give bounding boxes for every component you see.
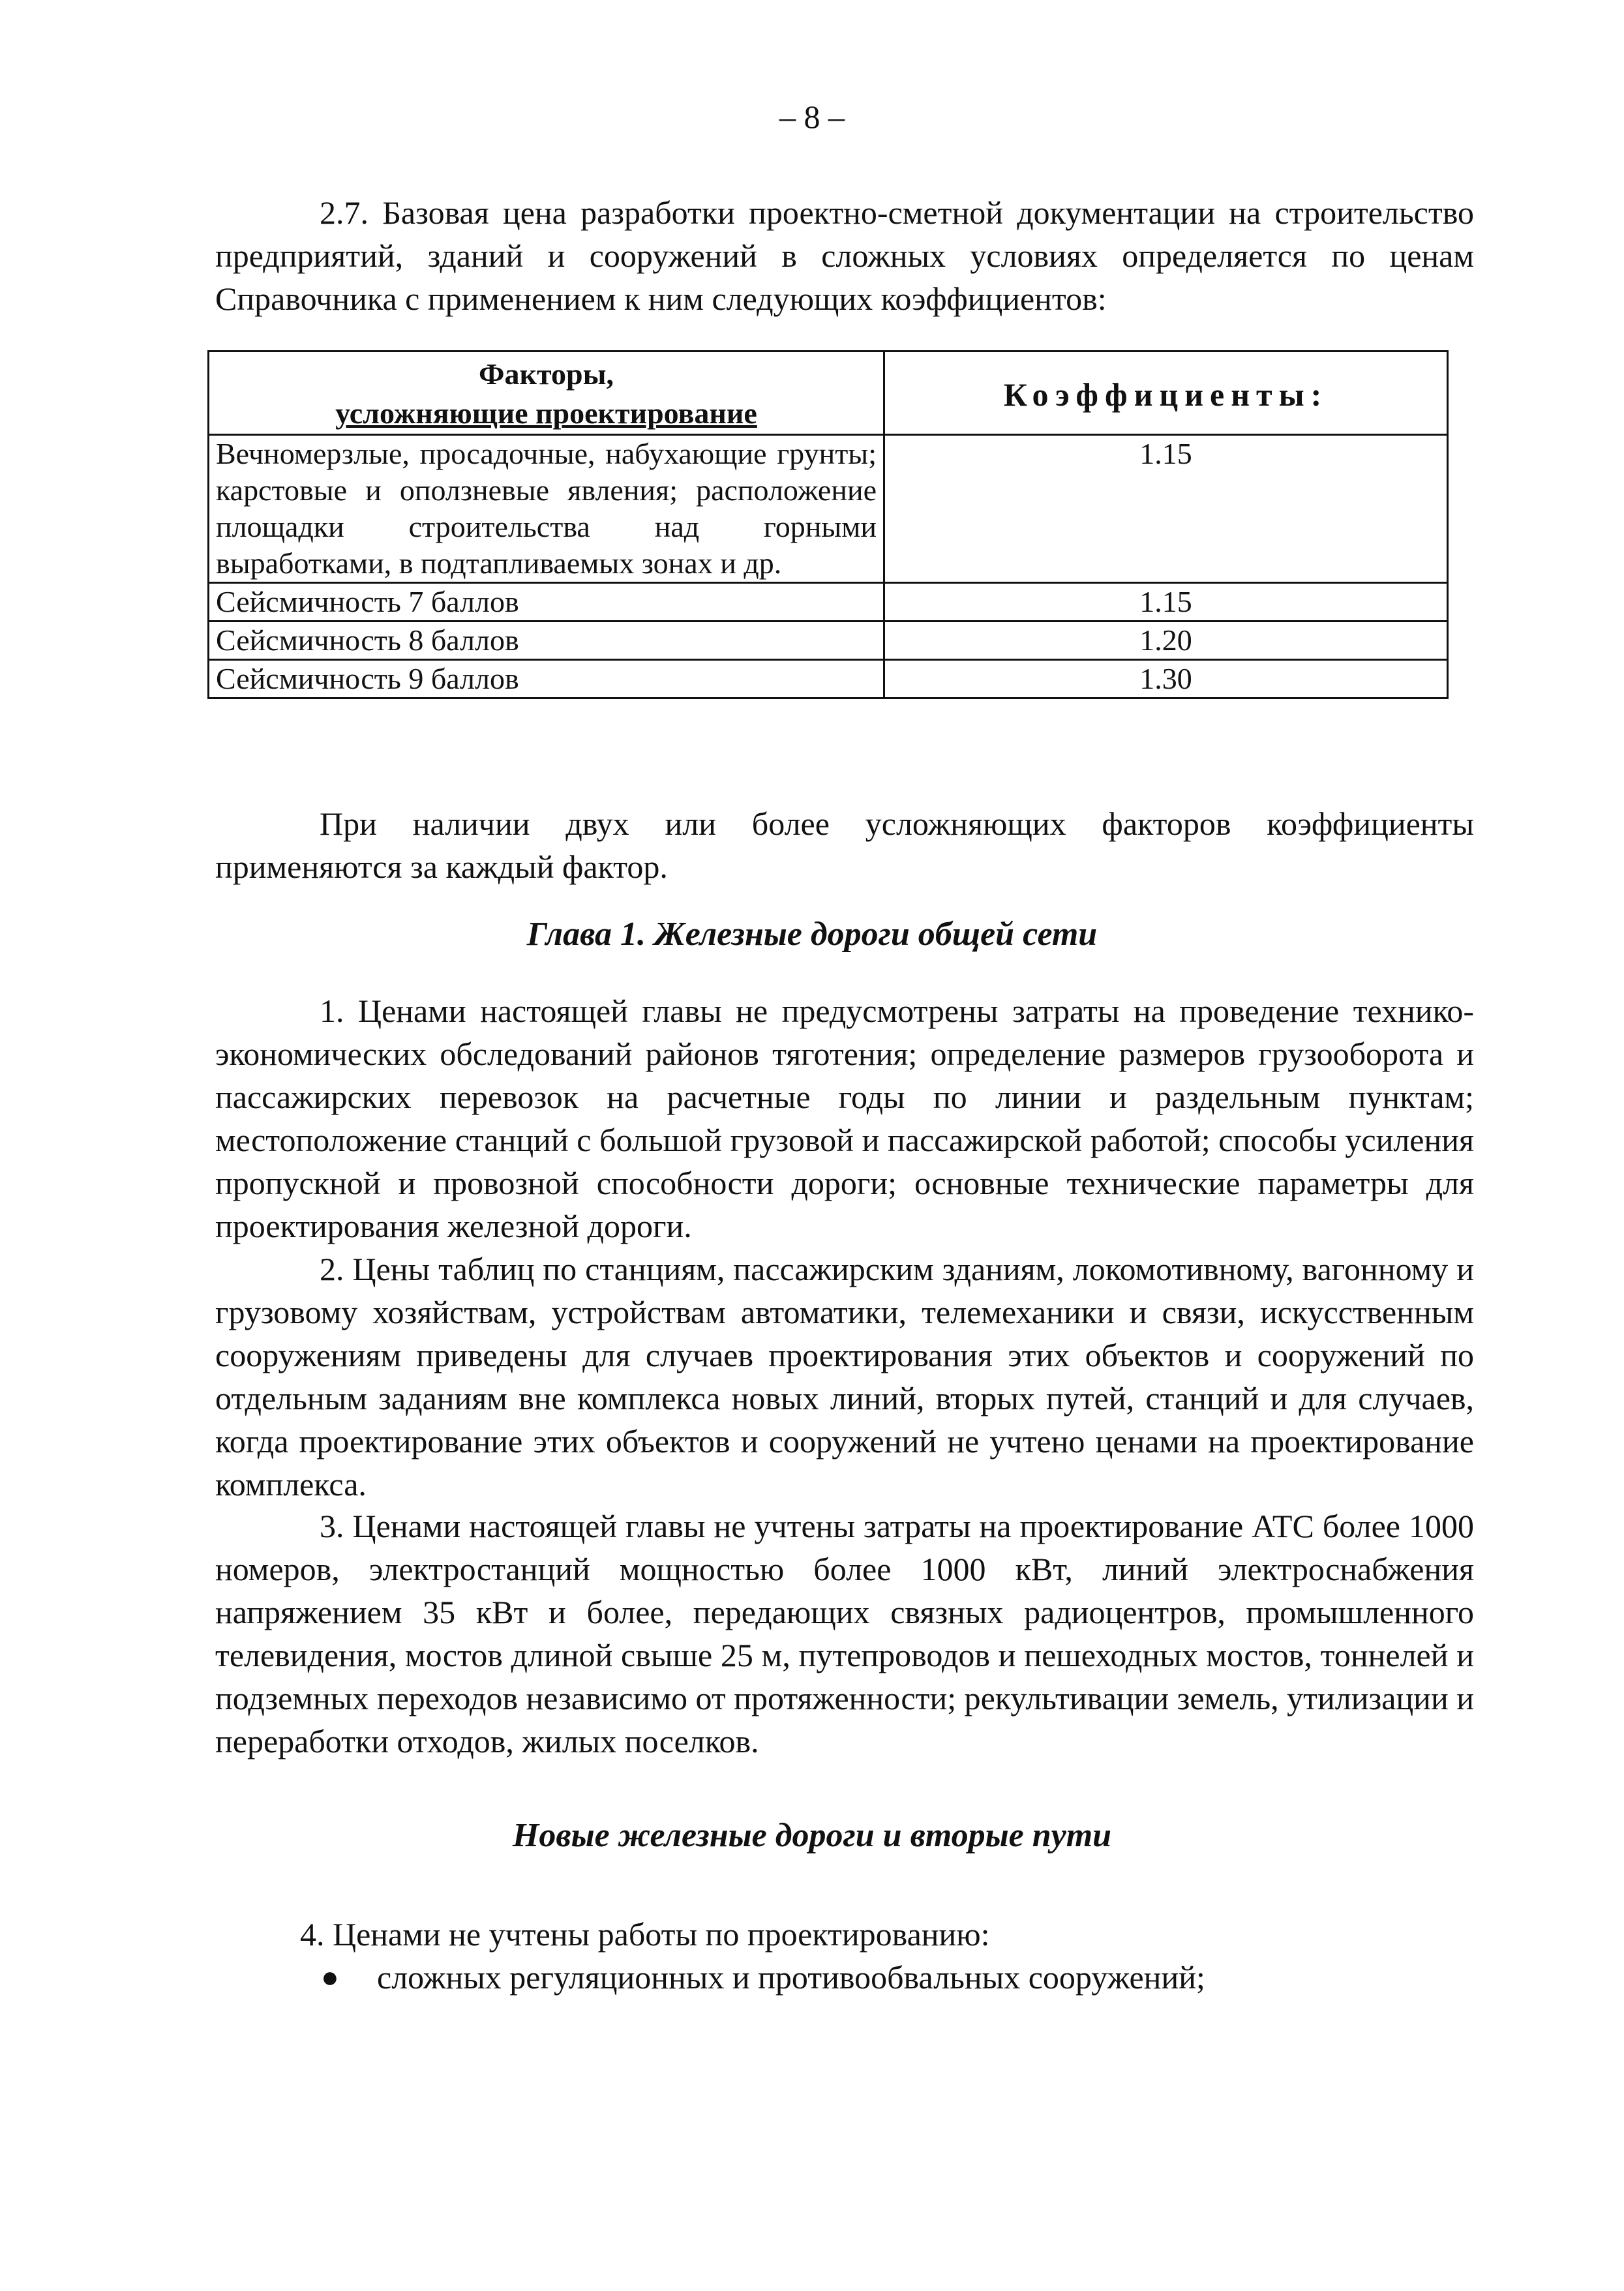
header-factors-line1: Факторы, [479,357,614,391]
note-paragraph: При наличии двух или более усложняющих факторов коэффициенты применяются за каждый фактор. [215,805,1474,885]
coefficient-cell: 1.15 [884,435,1448,583]
coefficient-cell: 1.30 [884,660,1448,698]
page-number: – 8 – [779,98,845,135]
factor-cell: Сейсмичность 7 баллов [209,583,884,621]
table-row [209,660,1448,698]
table-row [209,435,1448,583]
table-row [209,583,1448,621]
factor-cell: Сейсмичность 9 баллов [209,660,884,698]
item-2: 2. Цены таблиц по станциям, пассажирским зданиям, локомотивному, вагонному и грузовому хозяйствам, устройствам автоматики, телемеханики и связи, искусственным сооружениям приведены для случаев проектирования этих объектов и сооружений по отдельным заданиям вне комплекса новых линий, вторых путей, станций и для случаев, когда проектирование этих объектов и сооружений не учтено ценами на проектирование комплекса. [215,1251,1474,1503]
coefficient-cell: 1.15 [884,583,1448,621]
table-row [209,621,1448,660]
factor-cell: Сейсмичность 8 баллов [209,621,884,660]
section-title: Новые железные дороги и вторые пути [512,1817,1112,1854]
table-header-row [209,352,1448,435]
header-factors [209,352,884,435]
header-factors-line2: усложняющие проектирование [335,397,757,430]
intro-paragraph: 2.7. Базовая цена разработки проектно-сметной документации на строительство предприятий, зданий и сооружений в сложных условиях определяется по ценам Справочника с применением к ним следующих коэффициентов: [215,194,1474,317]
item-3: 3. Ценами настоящей главы не учтены затраты на проектирование АТС более 1000 номеров, электростанций мощностью более 1000 кВт, линий электроснабжения напряжением 35 кВт и более, передающих связных радиоцентров, промышленного телевидения, мостов длиной свыше 25 м, путепроводов и пешеходных мостов, тоннелей и подземных переходов независимо от протяженности; рекультивации земель, утилизации и переработки отходов, жилых поселков. [215,1508,1474,1759]
item-1: 1. Ценами настоящей главы не предусмотрены затраты на проведение технико-экономических обследований районов тяготения; определение размеров грузооборота и пассажирских перевозок на расчетные годы по линии и раздельным пунктам; местоположение станций с большой грузовой и пассажирской работой; способы усиления пропускной и провозной способности дороги; основные технические параметры для проектирования железной дороги. [215,993,1474,1244]
factors-table [207,350,1449,699]
chapter-title: Глава 1. Железные дороги общей сети [526,916,1098,953]
coefficient-cell: 1.20 [884,621,1448,660]
header-coefficients: Коэффициенты: [884,352,1448,435]
bullet-text: сложных регуляционных и противообвальных сооружений; [377,1959,1205,1996]
bullet-icon: ● [321,1960,339,1994]
item-4: 4. Ценами не учтены работы по проектированию: [300,1916,990,1953]
factor-cell: Вечномерзлые, просадочные, набухающие грунты; карстовые и оползневые явления; расположение площадки строительства над горными выработками, в подтапливаемых зонах и др. [209,435,884,583]
